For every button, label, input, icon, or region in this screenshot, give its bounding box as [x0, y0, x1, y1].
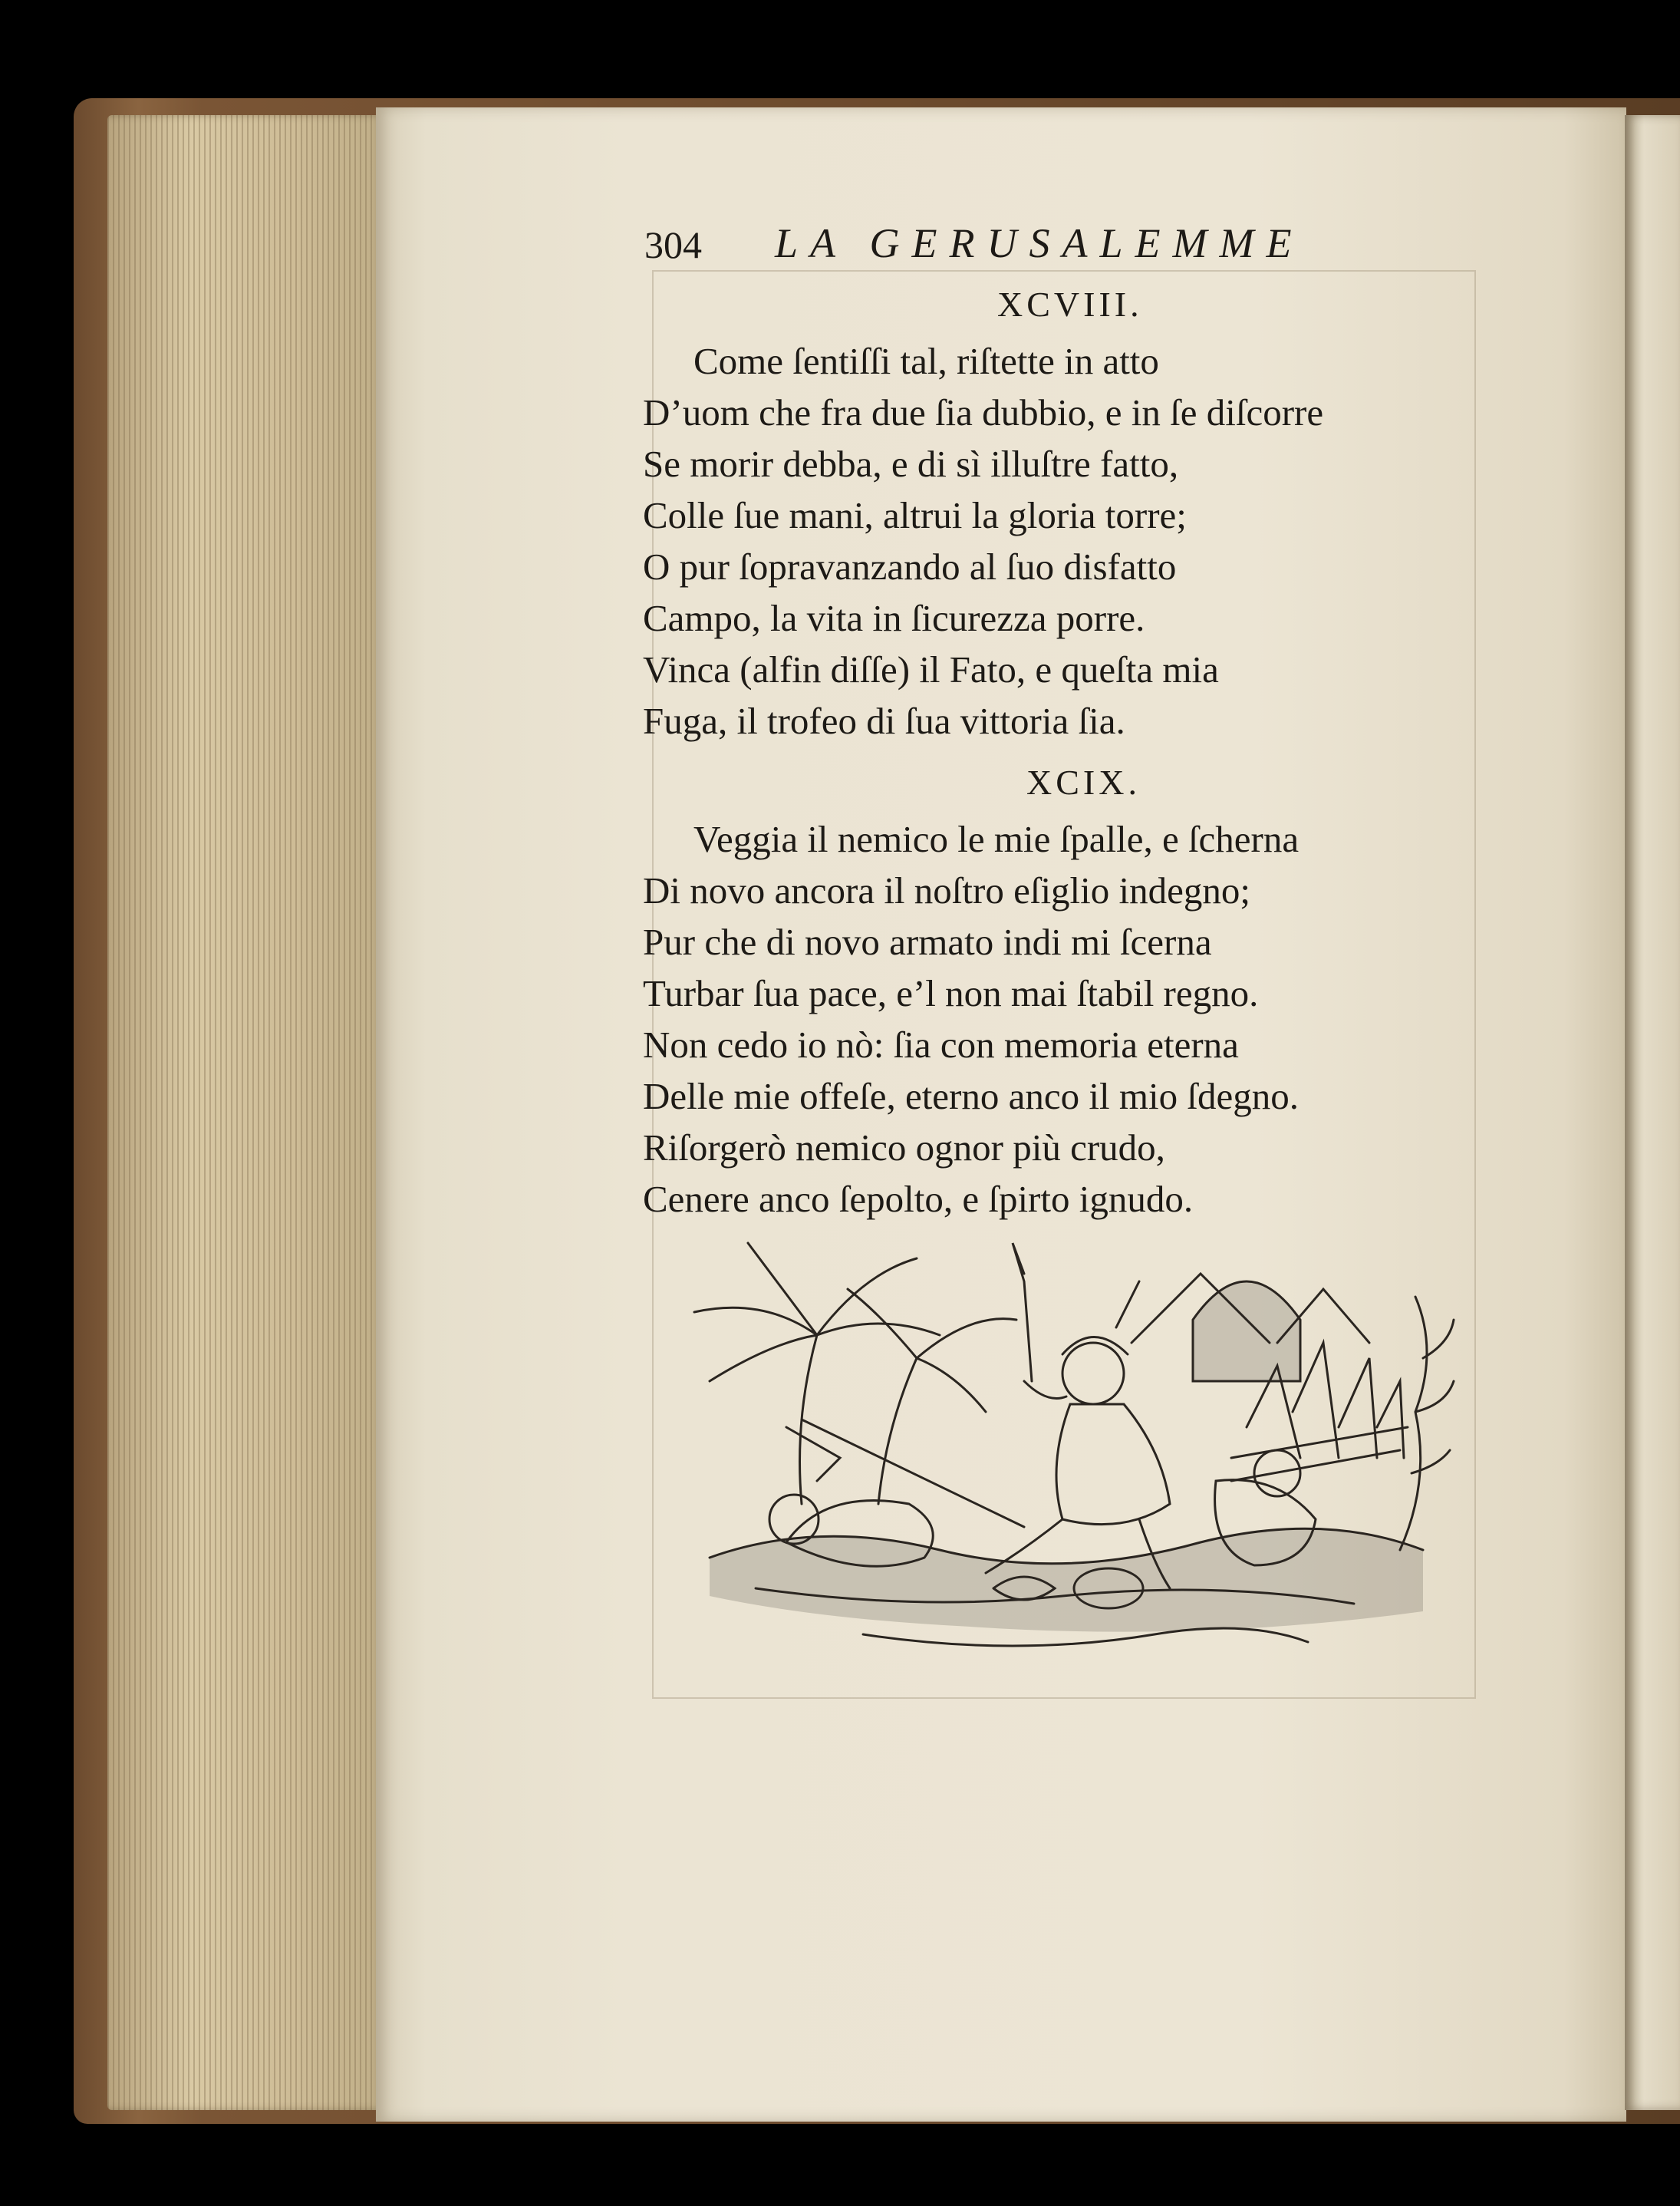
putto-body: [1056, 1404, 1170, 1525]
spear: [802, 1420, 1024, 1527]
verse-line: Come ſentiſſi tal, riſtette in atto: [693, 340, 1159, 382]
verse-line: Vinca (alfin diſſe) il Fato, e queſta mia: [643, 648, 1219, 691]
verse-line: Delle mie offeſe, eterno anco il mio ſdegno.: [643, 1075, 1299, 1117]
stanza-1: [643, 335, 1563, 747]
verse-line: O pur ſopravanzando al ſuo disfatto: [643, 546, 1177, 588]
verse-line: Colle ſue mani, altrui la gloria torre;: [643, 494, 1187, 536]
verse-line: Se morir debba, e di sì illuſtre fatto,: [643, 443, 1179, 485]
running-title: LA GERUSALEMME: [775, 220, 1304, 266]
stanza-number-1: XCVIII.: [997, 285, 1143, 324]
verse-line: Campo, la vita in ſicurezza porre.: [643, 597, 1145, 639]
verse-line: Pur che di novo armato indi mi ſcerna: [643, 921, 1212, 963]
page-block-edge: [107, 115, 384, 2110]
turban-plume: [1116, 1281, 1139, 1327]
verse-line: Turbar ſua pace, e’l non mai ſtabil regno.: [643, 972, 1259, 1014]
raised-sword: [1013, 1243, 1032, 1381]
verse-line: Riſorgerò nemico ognor più crudo,: [643, 1126, 1165, 1169]
verse-line: Fuga, il trofeo di ſua vittoria ſia.: [643, 700, 1125, 742]
facing-page-edge: [1625, 115, 1680, 2110]
stanza-2: [643, 813, 1563, 1225]
engraved-vignette: [664, 1228, 1461, 1657]
verse-line: Cenere anco ſepolto, e ſpirto ignudo.: [643, 1178, 1194, 1220]
verse-line: Di novo ancora il noſtro eſiglio indegno;: [643, 869, 1251, 912]
vignette-drawing: [664, 1228, 1461, 1657]
raised-arm: [1024, 1381, 1066, 1399]
stanza-number-2: XCIX.: [1026, 763, 1141, 802]
verse-line: Veggia il nemico le mie ſpalle, e ſcherna: [693, 818, 1300, 860]
running-head: [644, 220, 1412, 284]
verse-line: Non cedo io nò: ſia con memoria eterna: [643, 1024, 1239, 1066]
putto-head: [1062, 1343, 1124, 1404]
page-number: 304: [644, 223, 702, 266]
verse-line: D’uom che fra due ſia dubbio, e in ſe diſcorre: [643, 391, 1324, 434]
